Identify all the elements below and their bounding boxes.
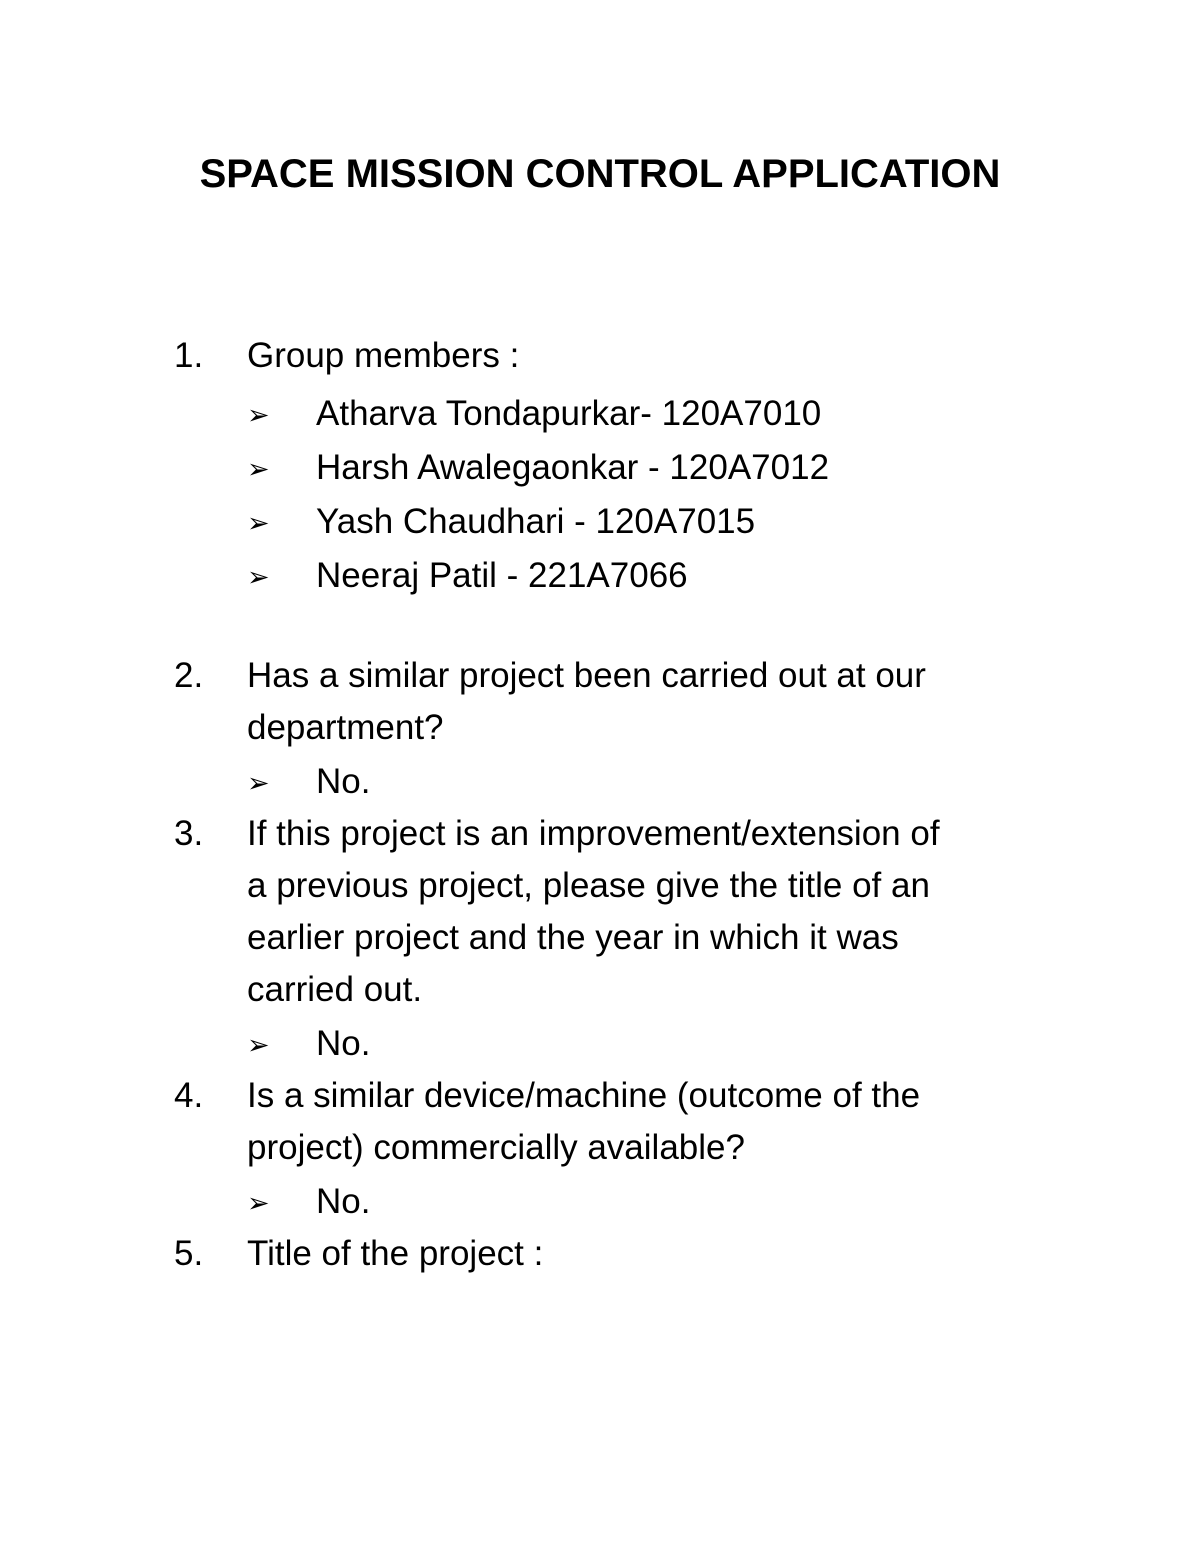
- item-question: [247, 330, 1047, 382]
- arrow-bullet-icon: ➢: [247, 1188, 270, 1218]
- arrow-bullet-icon: ➢: [247, 508, 270, 538]
- arrow-bullet-icon: ➢: [247, 454, 270, 484]
- item-question: [247, 1228, 1047, 1280]
- question-line: a previous project, please give the title of an: [247, 866, 930, 905]
- answer-row: [0, 1176, 1200, 1228]
- arrow-bullet-icon: ➢: [247, 1030, 270, 1060]
- item-number: 5.: [174, 1234, 204, 1273]
- answer-row: [0, 442, 1200, 494]
- answer-text: No.: [316, 1024, 371, 1063]
- question-line: earlier project and the year in which it was: [247, 918, 899, 957]
- member-name: Neeraj Patil - 221A7066: [316, 556, 688, 595]
- member-name: Atharva Tondapurkar- 120A7010: [316, 394, 822, 433]
- arrow-bullet-icon: ➢: [247, 400, 270, 430]
- answer-row: [0, 550, 1200, 602]
- answer-row: [0, 756, 1200, 808]
- question-line: Has a similar project been carried out at our: [247, 656, 926, 695]
- item-question: [247, 1070, 1047, 1174]
- item-question: [247, 808, 1047, 1016]
- item-question: [247, 650, 1047, 754]
- answer-text: No.: [316, 1182, 371, 1221]
- document-title: SPACE MISSION CONTROL APPLICATION: [199, 152, 1001, 196]
- item-number: 2.: [174, 656, 204, 695]
- item-number: 4.: [174, 1076, 204, 1115]
- question-line: department?: [247, 708, 444, 747]
- member-name: Harsh Awalegaonkar - 120A7012: [316, 448, 830, 487]
- question-line: Title of the project :: [247, 1234, 544, 1273]
- item-number: 1.: [174, 336, 204, 375]
- arrow-bullet-icon: ➢: [247, 768, 270, 798]
- answer-row: [0, 496, 1200, 548]
- arrow-bullet-icon: ➢: [247, 562, 270, 592]
- question-line: Is a similar device/machine (outcome of the: [247, 1076, 921, 1115]
- answer-row: [0, 388, 1200, 440]
- answer-row: [0, 1018, 1200, 1070]
- question-line: project) commercially available?: [247, 1128, 745, 1167]
- item-number: 3.: [174, 814, 204, 853]
- member-name: Yash Chaudhari - 120A7015: [316, 502, 756, 541]
- question-line: If this project is an improvement/extension of: [247, 814, 940, 853]
- answer-text: No.: [316, 762, 371, 801]
- question-line: Group members :: [247, 336, 520, 375]
- question-line: carried out.: [247, 970, 423, 1009]
